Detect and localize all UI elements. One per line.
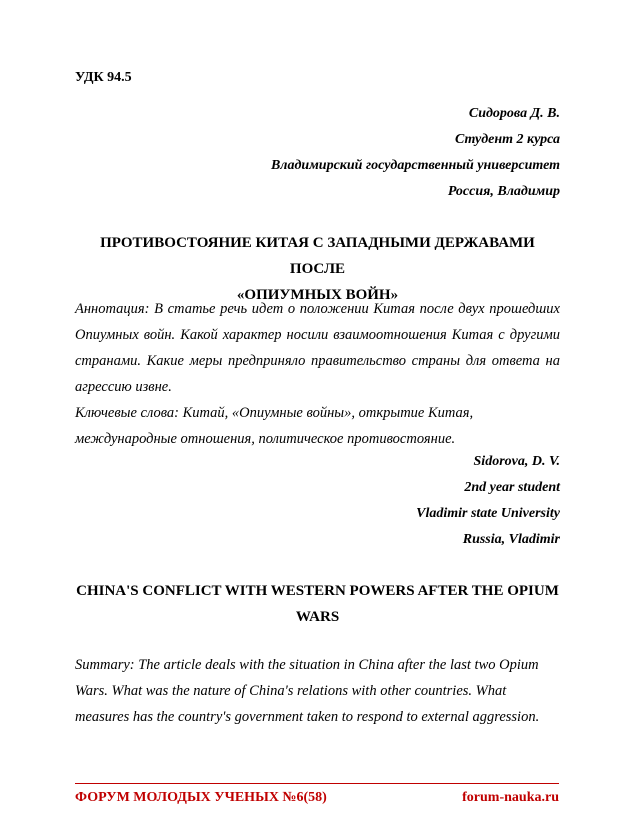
author-university-ru: Владимирский государственный университет [270,158,560,173]
footer-journal: ФОРУМ МОЛОДЫХ УЧЕНЫХ №6(58) [75,790,327,805]
udk-code: УДК 94.5 [75,70,132,85]
keywords-ru [75,400,560,452]
author-position-en: 2nd year student [464,480,560,495]
author-name-en: Sidorova, D. V. [473,454,560,469]
title-ru-line1: ПРОТИВОСТОЯНИЕ КИТАЯ С ЗАПАДНЫМИ ДЕРЖАВАМИ ПОСЛЕ [100,235,535,277]
keywords-ru-line2: международные отношения, политическое противостояние. [75,431,456,447]
author-name-ru: Сидорова Д. В. [468,106,560,121]
author-university-en: Vladimir state University [416,506,560,521]
summary-en-line3: measures has the country's government taken to respond to external aggression. [75,709,540,725]
abstract-ru: Аннотация: В статье речь идет о положении Китая после двух прошедших Опиумных войн. Какой характер носили взаимоотношения Китая с другими странами. Какие меры предприняло правительство страны для ответа на агрессию извне. [75,301,560,395]
summary-en [75,652,560,730]
title-en-line2: WARS [295,609,340,625]
footer-divider [75,783,559,784]
title-ru-line2: «ОПИУМНЫХ ВОЙН» [236,287,399,303]
summary-en-line2: Wars. What was the nature of China's relations with other countries. What [75,683,507,699]
author-location-en: Russia, Vladimir [462,532,560,547]
author-position-ru: Студент 2 курса [454,132,560,147]
summary-en-line1: Summary: The article deals with the situation in China after the last two Opium [75,657,539,673]
title-en [75,578,560,630]
title-en-line1: CHINA'S CONFLICT WITH WESTERN POWERS AFTER THE OPIUM [76,583,559,599]
footer-site-link[interactable]: forum-nauka.ru [462,790,559,805]
author-location-ru: Россия, Владимир [447,184,560,199]
keywords-ru-line1: Ключевые слова: Китай, «Опиумные войны», открытие Китая, [75,405,474,421]
